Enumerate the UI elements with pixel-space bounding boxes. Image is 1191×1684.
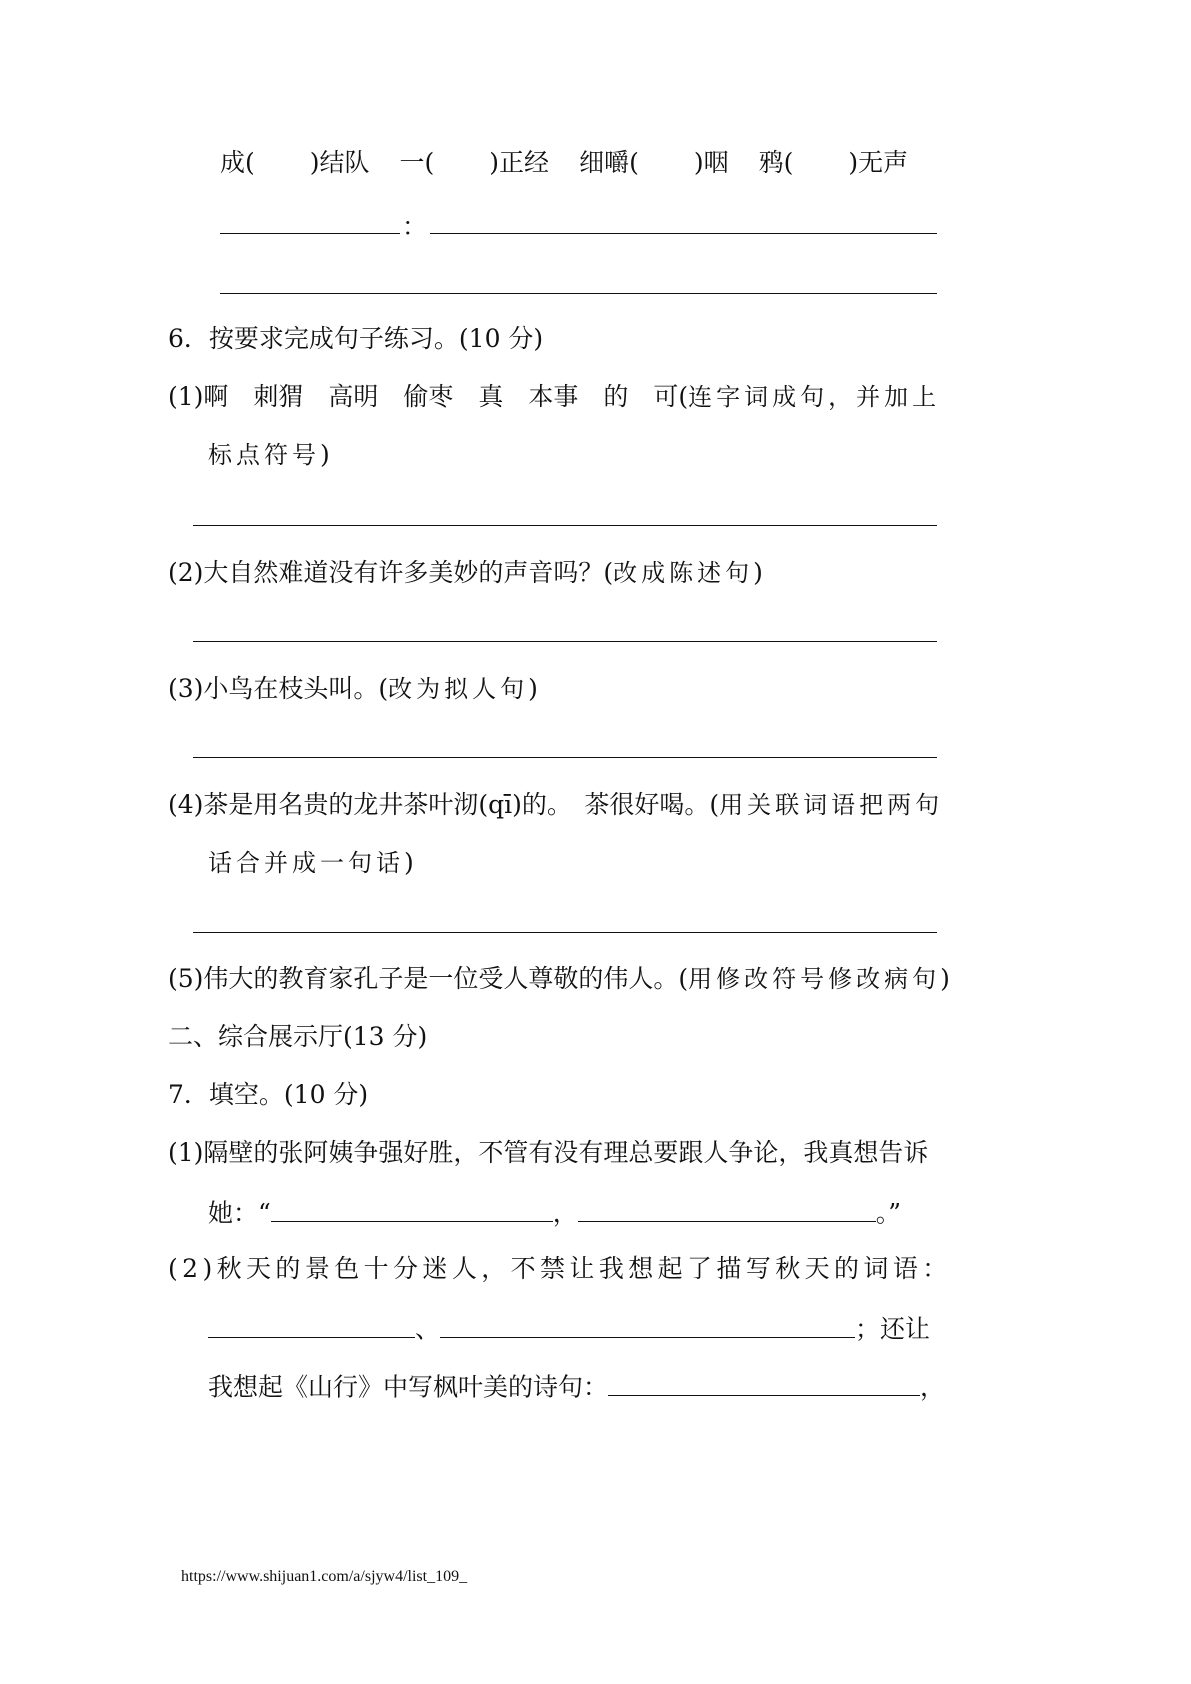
- paren-close: ): [320, 440, 330, 469]
- answer-blank-q7-2c[interactable]: [608, 1372, 920, 1396]
- paren-close: ): [528, 674, 538, 703]
- q6-item-4-note2: 话合并成一句话: [208, 849, 404, 877]
- q6-item-4: [168, 792, 943, 817]
- end-quote: 。”: [875, 1198, 902, 1228]
- footer-url[interactable]: https://www.shijuan1.com/a/sjyw4/list_109_: [181, 1568, 468, 1585]
- comma: ，: [552, 1198, 578, 1228]
- question-7-title: 7．填空。(10 分): [168, 1080, 369, 1109]
- q6-item-4-cont: [208, 850, 414, 875]
- paren-close: ): [404, 848, 414, 877]
- q7-item-2-cont: [208, 1314, 930, 1342]
- q6-item-3: [168, 676, 538, 701]
- q7-item-2-line3: 我想起《山行》中写枫叶美的诗句：: [208, 1372, 609, 1402]
- q6-item-3-note: 改为拟人句: [388, 675, 529, 703]
- idiom-4-a: 鸦(: [758, 148, 794, 177]
- question-6-title: 6．按要求完成句子练习。(10 分): [168, 324, 544, 353]
- answer-line-q6-2[interactable]: [193, 641, 937, 642]
- q6-item-4-text: (4)茶是用名贵的龙井茶叶沏(qī)的。 茶很好喝。(: [168, 790, 720, 819]
- q6-item-2-text: (2)大自然难道没有许多美妙的声音吗？(: [168, 558, 614, 587]
- q6-item-1-note: 连字词成句，并加上: [688, 383, 941, 411]
- answer-blank-q7-1b[interactable]: [578, 1198, 876, 1222]
- q7-item-1-prefix: 她：“: [208, 1198, 271, 1228]
- q7-item-1-cont: [208, 1198, 901, 1226]
- idiom-2-a: 一(: [399, 148, 435, 177]
- idiom-3-a: 细嚼(: [579, 148, 639, 177]
- paren-close: ): [753, 558, 763, 587]
- q6-item-5-note: 用修改符号修改病句: [688, 965, 941, 993]
- colon: ：: [402, 212, 428, 241]
- idiom-4-b: )无声: [848, 148, 909, 177]
- idiom-3-b: )咽: [693, 148, 729, 177]
- q6-item-1-note2: 标点符号: [208, 441, 320, 469]
- idiom-1-a: 成(: [220, 148, 255, 177]
- q6-item-5: [168, 966, 950, 991]
- answer-line[interactable]: [220, 293, 937, 294]
- q7-item-2-semi: ；还让: [855, 1314, 931, 1344]
- answer-blank-q7-2b[interactable]: [440, 1314, 855, 1338]
- q7-item-1: (1)隔壁的张阿姨争强好胜，不管有没有理总要跟人争论，我真想告诉: [168, 1138, 929, 1167]
- idiom-2-b: )正经: [489, 148, 550, 177]
- answer-blank-q7-2a[interactable]: [208, 1314, 415, 1338]
- q7-item-2-cont2: [208, 1372, 945, 1400]
- q6-item-2: [168, 560, 763, 585]
- section-2-title: 二、综合展示厅(13 分): [168, 1022, 428, 1051]
- idiom-row: [220, 150, 908, 175]
- q6-item-1: [168, 384, 940, 409]
- answer-blank-idiom-select[interactable]: [220, 233, 400, 234]
- q7-item-2-line3-end: ，: [920, 1372, 946, 1402]
- q6-item-3-text: (3)小鸟在枝头叫。(: [168, 674, 389, 703]
- answer-blank-idiom-meaning[interactable]: [430, 233, 937, 234]
- q6-item-1-cont: [208, 442, 330, 467]
- answer-line-q6-3[interactable]: [193, 757, 937, 758]
- q6-item-2-note: 改成陈述句: [613, 559, 754, 587]
- idiom-1-b: )结队: [309, 148, 370, 177]
- q7-item-2: (2)秋天的景色十分迷人，不禁让我想起了描写秋天的词语：: [168, 1254, 952, 1283]
- q6-item-5-text: (5)伟大的教育家孔子是一位受人尊敬的伟人。(: [168, 964, 689, 993]
- answer-blank-q7-1a[interactable]: [271, 1198, 553, 1222]
- q6-item-4-note: 用关联词语把两句: [719, 791, 944, 819]
- paren-close: ): [940, 964, 950, 993]
- separator: 、: [415, 1314, 441, 1344]
- q6-item-1-text: (1)啊 刺猬 高明 偷枣 真 本事 的 可(: [168, 382, 689, 411]
- answer-line-q6-1[interactable]: [193, 525, 937, 526]
- answer-line-q6-4[interactable]: [193, 932, 937, 933]
